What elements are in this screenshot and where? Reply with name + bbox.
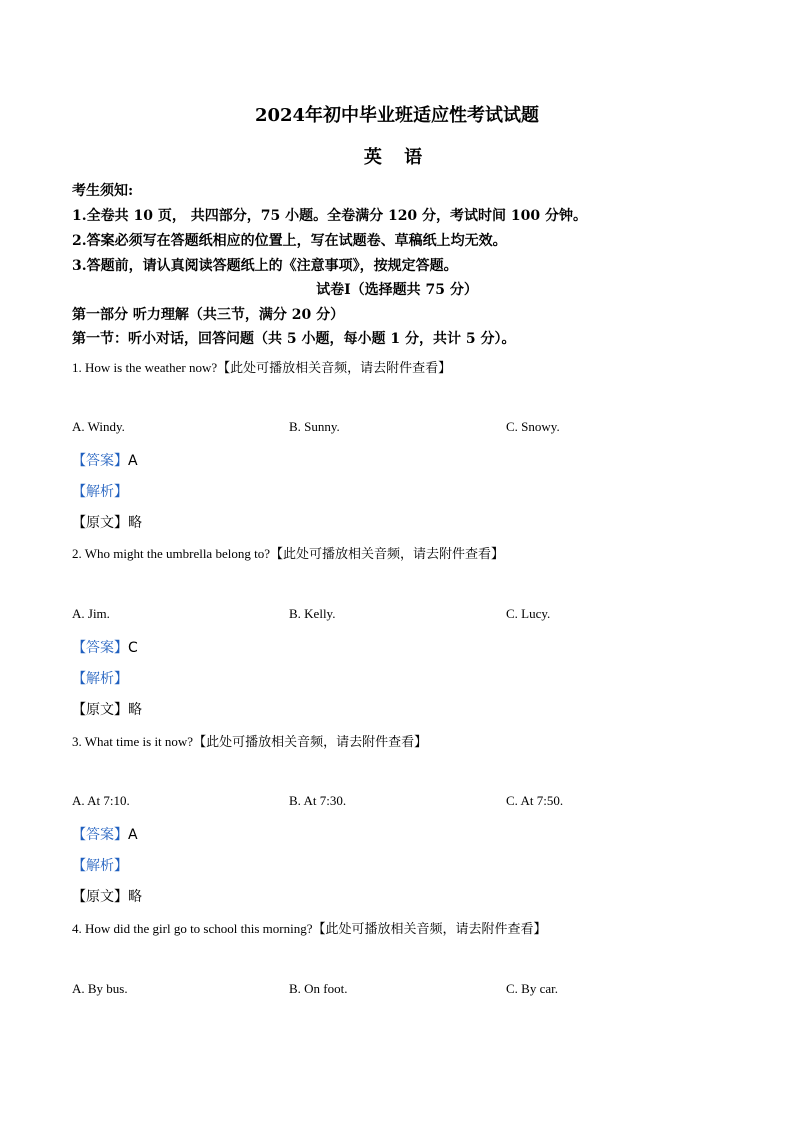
question-text: 1. How is the weather now? (72, 360, 218, 375)
notice-heading: 考生须知: (72, 183, 134, 199)
question-text: 3. What time is it now? (72, 734, 194, 749)
answer-row (72, 824, 138, 844)
original-row (72, 512, 142, 532)
answer-row (72, 450, 138, 470)
original-value: 略 (128, 515, 142, 531)
option-c: C. By car. (506, 981, 558, 996)
notice-item: 2.答案必须写在答题纸相应的位置上，写在试题卷、草稿纸上均无效。 (72, 233, 507, 249)
notice-item: 3.答题前，请认真阅读答题纸上的《注意事项》，按规定答题。 (72, 258, 458, 274)
option-c: C. At 7:50. (506, 793, 564, 808)
answer-value: A (128, 827, 138, 843)
part-title: 第一部分 听力理解（共三节，满分 20 分） (72, 307, 345, 323)
analysis-label: 【解析】 (72, 671, 128, 687)
answer-label: 【答案】 (72, 827, 128, 843)
page-title: 2024年初中毕业班适应性考试试题 (254, 105, 540, 126)
subject-title: 英 语 (363, 147, 431, 168)
analysis-row (72, 481, 128, 501)
answer-label: 【答案】 (72, 640, 128, 656)
answer-label: 【答案】 (72, 453, 128, 469)
question-1 (72, 357, 451, 376)
answer-value: C (128, 640, 138, 656)
audio-note-link[interactable]: 【此处可播放相关音频，请去附件查看】 (312, 922, 547, 937)
option-a: A. Jim. (72, 606, 110, 621)
question-2 (72, 543, 504, 562)
subsection-title: 第一节：听小对话，回答问题（共 5 小题，每小题 1 分，共计 5 分）。 (72, 331, 516, 347)
section-title: 试卷Ⅰ（选择题共 75 分） (316, 282, 478, 298)
option-c: C. Lucy. (506, 606, 551, 621)
question-text: 2. Who might the umbrella belong to? (72, 546, 270, 561)
analysis-row (72, 668, 128, 688)
original-row (72, 886, 142, 906)
option-b: B. At 7:30. (289, 793, 347, 808)
analysis-row (72, 855, 128, 875)
option-a: A. Windy. (72, 419, 125, 434)
audio-note-link[interactable]: 【此处可播放相关音频，请去附件查看】 (269, 547, 504, 562)
option-b: B. Kelly. (289, 606, 336, 621)
answer-row (72, 637, 138, 657)
audio-note-link[interactable]: 【此处可播放相关音频，请去附件查看】 (217, 361, 452, 376)
notice-item: 1.全卷共 10 页， 共四部分，75 小题。全卷满分 120 分，考试时间 100 分钟。 (72, 208, 588, 224)
question-4 (72, 918, 547, 937)
original-label: 【原文】 (72, 702, 128, 718)
original-label: 【原文】 (72, 515, 128, 531)
original-value: 略 (128, 889, 142, 905)
option-b: B. On foot. (289, 981, 348, 996)
question-text: 4. How did the girl go to school this morning? (72, 921, 313, 936)
analysis-label: 【解析】 (72, 858, 128, 874)
original-row (72, 699, 142, 719)
question-3 (72, 731, 427, 750)
original-label: 【原文】 (72, 889, 128, 905)
audio-note-link[interactable]: 【此处可播放相关音频，请去附件查看】 (193, 735, 428, 750)
option-a: A. At 7:10. (72, 793, 130, 808)
option-c: C. Snowy. (506, 419, 560, 434)
option-a: A. By bus. (72, 981, 128, 996)
original-value: 略 (128, 702, 142, 718)
answer-value: A (128, 453, 138, 469)
option-b: B. Sunny. (289, 419, 340, 434)
analysis-label: 【解析】 (72, 484, 128, 500)
